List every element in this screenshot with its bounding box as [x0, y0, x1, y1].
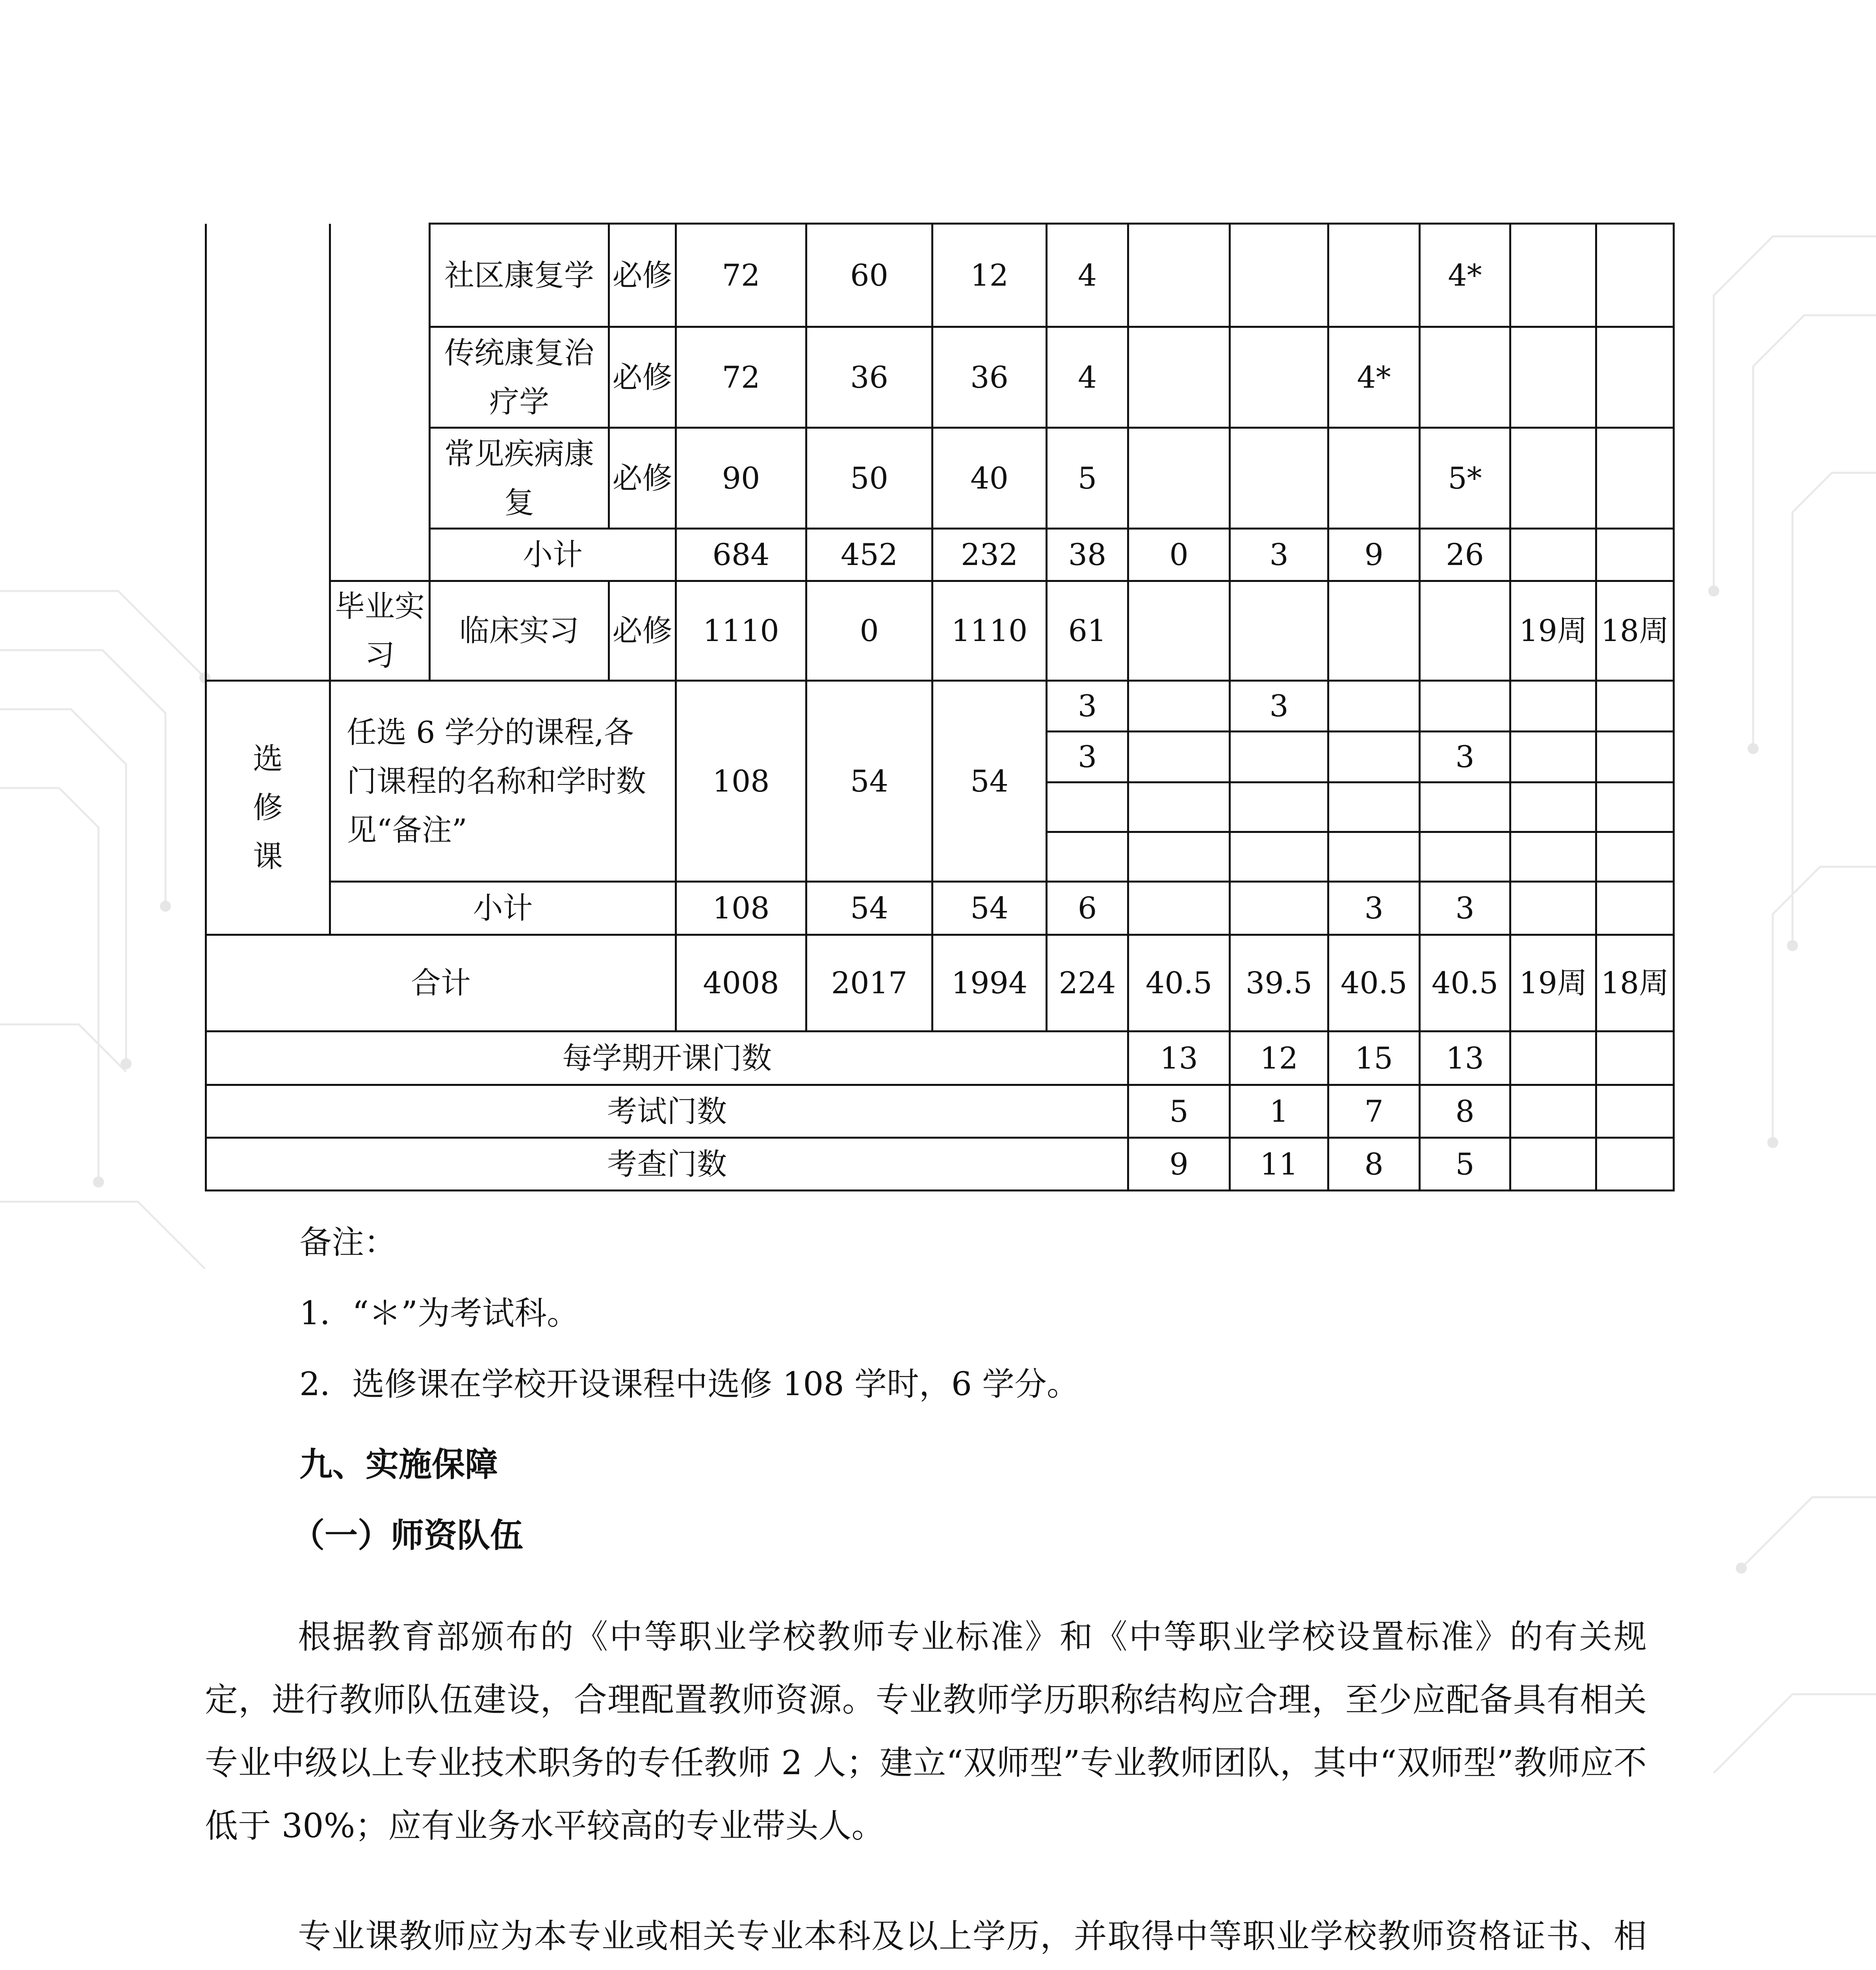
notes-section: [299, 1217, 1079, 1430]
term-6: [1596, 1138, 1674, 1191]
term-1: [1128, 327, 1230, 428]
theory-hours: 60: [806, 224, 932, 327]
credits: 4: [1047, 327, 1128, 428]
course-requirement: 必修: [609, 428, 676, 529]
practice-hours: 1994: [932, 935, 1047, 1031]
term-6: [1596, 681, 1674, 732]
term-1: 13: [1128, 1031, 1230, 1085]
note-item: 2．选修课在学校开设课程中选修 108 学时，6 学分。: [299, 1366, 1079, 1403]
practice-hours: 36: [932, 327, 1047, 428]
term-5: [1510, 732, 1596, 782]
term-3: 7: [1328, 1085, 1420, 1138]
credits: 4: [1047, 224, 1128, 327]
practice-hours: 232: [932, 529, 1047, 581]
term-6: [1596, 1085, 1674, 1138]
term-2: 39.5: [1230, 935, 1328, 1031]
theory-hours: 0: [806, 581, 932, 681]
term-5: [1510, 882, 1596, 935]
notes-title: 备注：: [299, 1224, 397, 1261]
term-5: 19周: [1510, 935, 1596, 1031]
curriculum-table: [205, 223, 1675, 1191]
term-5: [1510, 1031, 1596, 1085]
subtotal-row: [206, 882, 1674, 935]
term-4: 4*: [1420, 224, 1510, 327]
course-requirement: 必修: [609, 327, 676, 428]
term-5: [1510, 224, 1596, 327]
term-2: [1230, 581, 1328, 681]
practice-hours: 54: [932, 882, 1047, 935]
course-requirement: 必修: [609, 224, 676, 327]
total-hours: 108: [676, 882, 806, 935]
row-label: 考试门数: [206, 1085, 1128, 1138]
term-5: [1510, 782, 1596, 832]
credits: [1047, 782, 1128, 832]
theory-hours: 36: [806, 327, 932, 428]
exam-count-row: [206, 1085, 1674, 1138]
term-5: [1510, 832, 1596, 882]
body-paragraph: 根据教育部颁布的《中等职业学校教师专业标准》和《中等职业学校设置标准》的有关规定，进行教师队伍建设，合理配置教师资源。专业教师学历职称结构应合理，至少应配备具有相关专业中级以上专业技术职务的专任教师 2 人；建立“双师型”专业教师团队，其中“双师型”教师应不低于 30%；应有业务水平较高的专业带头人。: [205, 1617, 1647, 1845]
term-5: [1510, 327, 1596, 428]
course-name: 社区康复学: [430, 224, 609, 327]
total-label: 合计: [206, 935, 676, 1031]
term-3: [1328, 581, 1420, 681]
term-4: 3: [1420, 732, 1510, 782]
practice-hours: 1110: [932, 581, 1047, 681]
theory-hours: 54: [806, 882, 932, 935]
term-3: 8: [1328, 1138, 1420, 1191]
term-3: [1328, 732, 1420, 782]
term-1: [1128, 428, 1230, 529]
term-1: 0: [1128, 529, 1230, 581]
subcategory-cell: [330, 224, 430, 581]
term-6: 18周: [1596, 935, 1674, 1031]
course-name: 常见疾病康复: [430, 428, 609, 529]
term-4: [1420, 782, 1510, 832]
course-name: 传统康复治疗学: [430, 327, 609, 428]
term-2: [1230, 327, 1328, 428]
term-6: [1596, 782, 1674, 832]
term-2: 11: [1230, 1138, 1328, 1191]
term-5: [1510, 1085, 1596, 1138]
term-6: [1596, 1031, 1674, 1085]
internship-group: 毕业实习: [330, 581, 430, 681]
term-5: [1510, 529, 1596, 581]
credits: 224: [1047, 935, 1128, 1031]
total-hours: 4008: [676, 935, 806, 1031]
credits: 6: [1047, 882, 1128, 935]
term-4: [1420, 681, 1510, 732]
term-3: [1328, 224, 1420, 327]
term-6: [1596, 327, 1674, 428]
term-1: 9: [1128, 1138, 1230, 1191]
elective-row: [206, 681, 1674, 732]
course-name: 临床实习: [430, 581, 609, 681]
credits: 5: [1047, 428, 1128, 529]
table-row: [206, 224, 1674, 327]
term-3: [1328, 428, 1420, 529]
term-4: [1420, 581, 1510, 681]
practice-hours: 12: [932, 224, 1047, 327]
practice-hours: 54: [932, 681, 1047, 882]
term-5: [1510, 681, 1596, 732]
term-6: [1596, 529, 1674, 581]
term-3: 4*: [1328, 327, 1420, 428]
term-1: 40.5: [1128, 935, 1230, 1031]
courses-per-term-row: [206, 1031, 1674, 1085]
term-2: 1: [1230, 1085, 1328, 1138]
term-2: [1230, 428, 1328, 529]
term-3: [1328, 832, 1420, 882]
term-1: [1128, 732, 1230, 782]
term-4: [1420, 832, 1510, 882]
term-1: [1128, 882, 1230, 935]
theory-hours: 2017: [806, 935, 932, 1031]
term-2: 3: [1230, 681, 1328, 732]
theory-hours: 54: [806, 681, 932, 882]
total-hours: 684: [676, 529, 806, 581]
term-6: [1596, 428, 1674, 529]
term-4: [1420, 327, 1510, 428]
theory-hours: 50: [806, 428, 932, 529]
practice-hours: 40: [932, 428, 1047, 529]
term-6: 18周: [1596, 581, 1674, 681]
total-hours: 72: [676, 224, 806, 327]
check-count-row: [206, 1138, 1674, 1191]
term-1: [1128, 782, 1230, 832]
row-label: 每学期开课门数: [206, 1031, 1128, 1085]
term-6: [1596, 732, 1674, 782]
term-3: 9: [1328, 529, 1420, 581]
term-4: 8: [1420, 1085, 1510, 1138]
term-5: [1510, 428, 1596, 529]
term-2: [1230, 832, 1328, 882]
total-hours: 90: [676, 428, 806, 529]
term-2: [1230, 882, 1328, 935]
credits: 38: [1047, 529, 1128, 581]
term-2: 12: [1230, 1031, 1328, 1085]
section-subheading: （一）师资队伍: [292, 1516, 524, 1555]
subtotal-label: 小计: [430, 529, 676, 581]
term-2: [1230, 732, 1328, 782]
category-cell: [206, 224, 330, 681]
term-1: [1128, 581, 1230, 681]
term-3: 3: [1328, 882, 1420, 935]
term-5: [1510, 1138, 1596, 1191]
term-6: [1596, 832, 1674, 882]
note-item: 1．“＊”为考试科。: [299, 1295, 580, 1332]
term-6: [1596, 882, 1674, 935]
term-3: 40.5: [1328, 935, 1420, 1031]
internship-row: [206, 581, 1674, 681]
term-4: 13: [1420, 1031, 1510, 1085]
section-heading: 九、实施保障: [299, 1445, 498, 1484]
credits: 3: [1047, 681, 1128, 732]
course-requirement: 必修: [609, 581, 676, 681]
term-4: 26: [1420, 529, 1510, 581]
total-hours: 108: [676, 681, 806, 882]
credits: 3: [1047, 732, 1128, 782]
subtotal-label: 小计: [330, 882, 676, 935]
term-1: [1128, 681, 1230, 732]
term-2: [1230, 782, 1328, 832]
term-5: 19周: [1510, 581, 1596, 681]
term-2: 3: [1230, 529, 1328, 581]
term-1: [1128, 224, 1230, 327]
credits: [1047, 832, 1128, 882]
total-hours: 1110: [676, 581, 806, 681]
term-4: 5: [1420, 1138, 1510, 1191]
total-row: [206, 935, 1674, 1031]
theory-hours: 452: [806, 529, 932, 581]
term-4: 3: [1420, 882, 1510, 935]
total-hours: 72: [676, 327, 806, 428]
term-2: [1230, 224, 1328, 327]
row-label: 考查门数: [206, 1138, 1128, 1191]
term-6: [1596, 224, 1674, 327]
term-1: [1128, 832, 1230, 882]
term-3: [1328, 681, 1420, 732]
credits: 61: [1047, 581, 1128, 681]
term-1: 5: [1128, 1085, 1230, 1138]
term-3: 15: [1328, 1031, 1420, 1085]
elective-group: 选修课: [206, 681, 330, 935]
term-4: 40.5: [1420, 935, 1510, 1031]
elective-description: 任选 6 学分的课程,各门课程的名称和学时数见“备注”: [330, 681, 676, 882]
term-3: [1328, 782, 1420, 832]
term-4: 5*: [1420, 428, 1510, 529]
body-paragraph: 专业课教师应为本专业或相关专业本科及以上学历，并取得中等职业学校教师资格证书、相: [298, 1917, 1647, 1955]
